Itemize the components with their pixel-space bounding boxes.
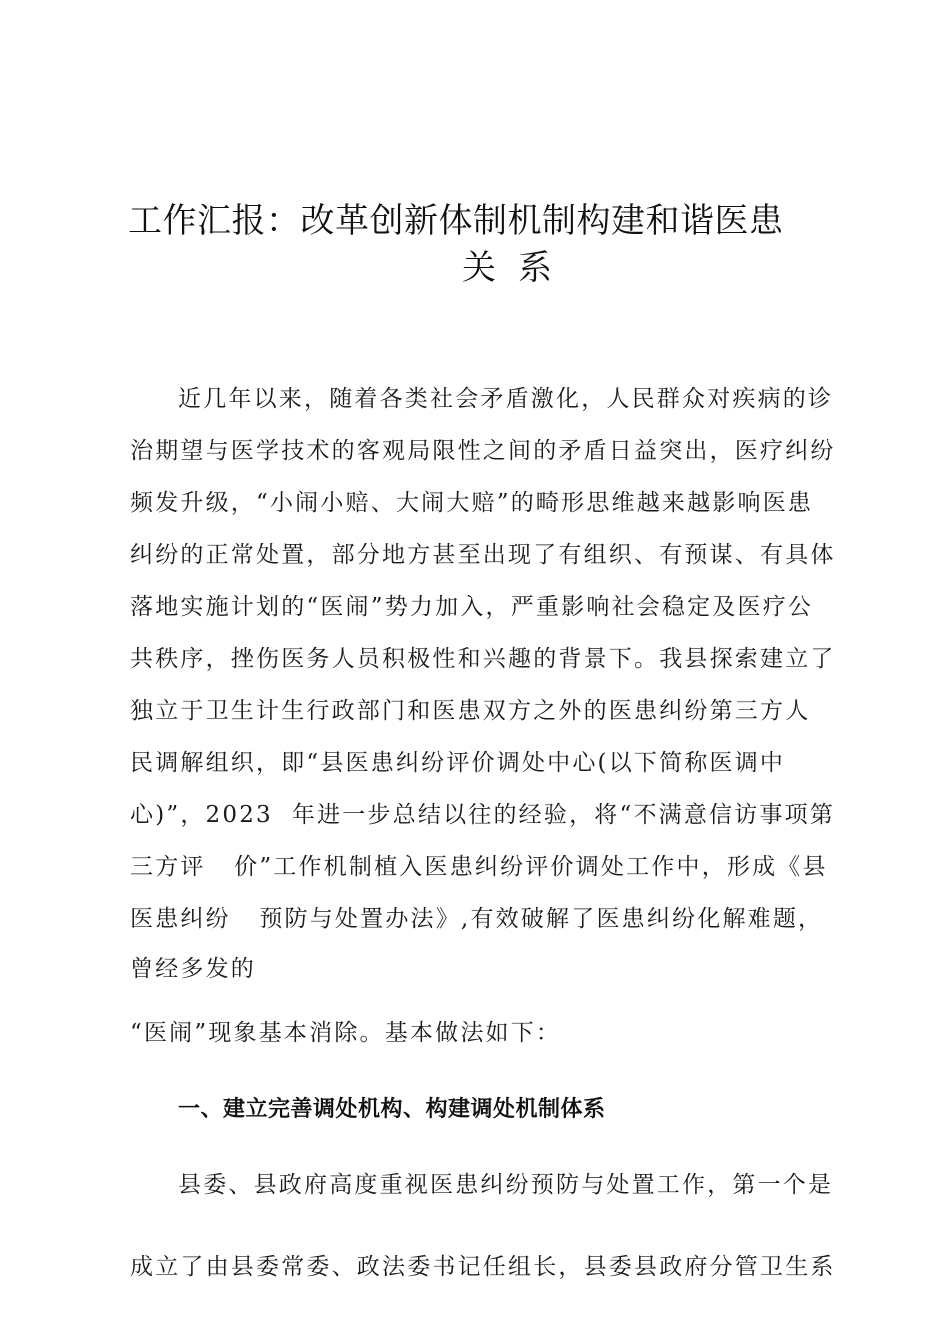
section-paragraph-line: 县委、县政府高度重视医患纠纷预防与处置工作，第一个是 [178, 1172, 834, 1198]
intro-paragraph-line: 近几年以来，随着各类社会矛盾激化，人民群众对疾病的诊 [178, 386, 834, 412]
intro-paragraph-line: 曾经多发的 [130, 956, 256, 982]
intro-paragraph-line: 频发升级，“小闹小赔、大闹大赔”的畸形思维越来越影响医患 [130, 490, 814, 516]
document-title-line-2: 关系 [462, 248, 574, 288]
intro-paragraph-line: 落地实施计划的“医闹”势力加入，严重影响社会稳定及医疗公 [130, 594, 814, 620]
document-title-line-1: 工作汇报：改革创新体制机制构建和谐医患 [128, 201, 784, 241]
intro-paragraph-line: 纠纷的正常处置，部分地方甚至出现了有组织、有预谋、有具体 [130, 542, 836, 568]
intro-paragraph-line: 共秩序，挫伤医务人员积极性和兴趣的背景下。我县探索建立了 [130, 646, 836, 672]
intro-paragraph-line: 独立于卫生计生行政部门和医患双方之外的医患纠纷第三方人 [130, 698, 811, 724]
intro-paragraph-line: 心)”，2023 年进一步总结以往的经验，将“不满意信访事项第 [130, 802, 836, 828]
section-heading: 一、建立完善调处机构、构建调处机制体系 [178, 1097, 606, 1122]
intro-paragraph-line: 三方评 价”工作机制植入医患纠纷评价调处工作中，形成《县 [130, 854, 828, 880]
intro-paragraph-line: 医患纠纷 预防与处置办法》,有效破解了医患纠纷化解难题， [130, 906, 824, 932]
intro-paragraph-line: “医闹”现象基本消除。基本做法如下： [130, 1020, 562, 1046]
intro-paragraph-line: 治期望与医学技术的客观局限性之间的矛盾日益突出，医疗纠纷 [130, 438, 836, 464]
section-paragraph-line: 成立了由县委常委、政法委书记任组长，县委县政府分管卫生系 [130, 1254, 836, 1280]
intro-paragraph-line: 民调解组织，即“县医患纠纷评价调处中心(以下简称医调中 [130, 750, 786, 776]
